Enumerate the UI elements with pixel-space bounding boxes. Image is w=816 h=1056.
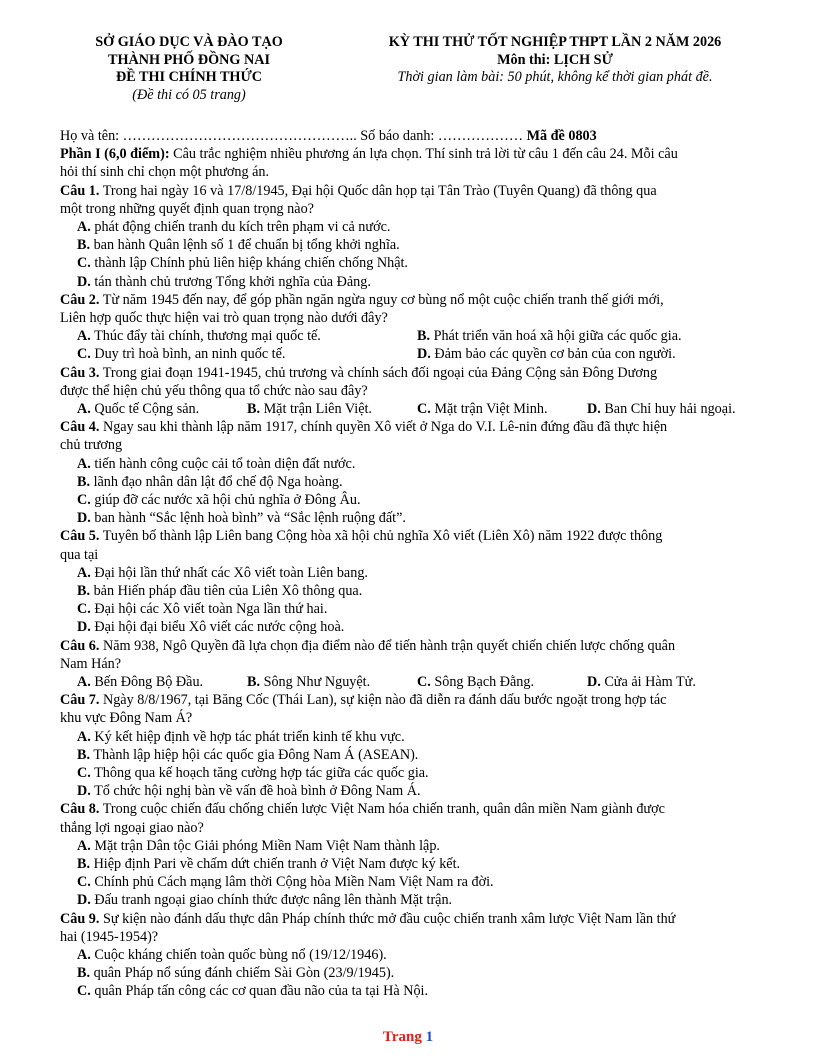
option-d	[60, 891, 766, 909]
official-exam-label: ĐỀ THI CHÍNH THỨC	[116, 69, 262, 85]
option-letter: A.	[77, 328, 91, 345]
option-text: Đảm bảo các quyền cơ bản của con người.	[434, 346, 676, 363]
question-text: Trong cuộc chiến đấu chống chiến lược Việt Nam hóa chiến tranh, quân dân miền Nam giành được	[99, 801, 665, 818]
department-name: SỞ GIÁO DỤC VÀ ĐÀO TẠO	[95, 34, 283, 50]
option-c	[60, 764, 766, 782]
options-row-abcd	[60, 673, 766, 691]
option-letter: C.	[417, 401, 431, 418]
question-label: Câu 7.	[60, 692, 100, 709]
option-c	[60, 600, 766, 618]
option-letter: D.	[417, 346, 431, 363]
option-a	[60, 564, 766, 582]
option-letter: D.	[77, 783, 91, 800]
exam-content	[60, 127, 766, 1001]
option-letter: D.	[77, 619, 91, 636]
option-letter: C.	[77, 765, 91, 782]
option-letter: B.	[77, 583, 91, 600]
question-3	[60, 364, 766, 382]
option-text: Sông Bạch Đằng.	[434, 674, 535, 691]
option-text: Tổ chức hội nghị bàn về vấn đề hoà bình ở Đông Nam Á.	[94, 783, 421, 800]
option-letter: C.	[77, 255, 91, 272]
option-letter: A.	[77, 401, 91, 418]
question-label: Câu 4.	[60, 419, 100, 436]
question-label: Câu 9.	[60, 910, 100, 927]
option-c	[77, 345, 285, 363]
option-letter: C.	[77, 346, 91, 363]
option-c	[417, 673, 534, 691]
option-b	[60, 855, 766, 873]
option-letter: A.	[77, 564, 91, 581]
option-text: Đại hội các Xô viết toàn Nga lần thứ hai.	[94, 601, 328, 618]
part-description-cont: hỏi thí sinh chỉ chọn một phương án.	[60, 164, 270, 181]
option-text: Cửa ải Hàm Tử.	[604, 674, 696, 691]
option-text: Đại hội đại biểu Xô viết các nước cộng hoà.	[94, 619, 345, 636]
option-a	[77, 400, 199, 418]
question-9	[60, 910, 766, 928]
question-label: Câu 3.	[60, 364, 100, 381]
time-allowed: Thời gian làm bài: 50 phút, không kể thời gian phát đề.	[397, 69, 713, 85]
options-row-ab	[60, 327, 766, 345]
option-text: tiến hành công cuộc cải tổ toàn diện đất nước.	[94, 455, 356, 472]
question-label: Câu 1.	[60, 182, 100, 199]
option-text: Chính phủ Cách mạng lâm thời Cộng hòa Miền Nam Việt Nam ra đời.	[94, 874, 494, 891]
question-label: Câu 2.	[60, 291, 100, 308]
option-letter: A.	[77, 674, 91, 691]
part-title-line	[60, 145, 766, 163]
option-a	[60, 455, 766, 473]
option-d	[417, 345, 676, 363]
option-b	[60, 236, 766, 254]
option-text: Mặt trận Việt Minh.	[434, 401, 548, 418]
options-row-cd	[60, 345, 766, 363]
option-c	[60, 982, 766, 1000]
option-d	[60, 618, 766, 636]
option-letter: B.	[77, 746, 91, 763]
option-text: bản Hiến pháp đầu tiên của Liên Xô thông qua.	[93, 583, 363, 600]
question-label: Câu 6.	[60, 637, 100, 654]
option-letter: C.	[417, 674, 431, 691]
question-6	[60, 637, 766, 655]
exam-title: KỲ THI THỬ TỐT NGHIỆP THPT LẦN 2 NĂM 2026	[388, 34, 722, 50]
option-text: giúp đỡ các nước xã hội chủ nghĩa ở Đông Âu.	[94, 492, 361, 509]
option-letter: D.	[77, 892, 91, 909]
option-text: Đại hội lần thứ nhất các Xô viết toàn Liên bang.	[94, 564, 368, 581]
option-text: tán thành chủ trương Tổng khởi nghĩa của Đảng.	[94, 273, 371, 290]
option-d	[60, 509, 766, 527]
option-letter: B.	[77, 473, 91, 490]
option-text: Ký kết hiệp định về hợp tác phát triển kinh tế khu vực.	[94, 728, 405, 745]
subject-name: Môn thi: LỊCH SỬ	[497, 51, 613, 68]
question-text: Trong giai đoạn 1941-1945, chủ trương và chính sách đối ngoại của Đảng Cộng sản Đông Dương	[99, 364, 658, 381]
question-text-cont: Nam Hán?	[60, 655, 122, 672]
option-text: thành lập Chính phủ liên hiệp kháng chiến chống Nhật.	[94, 255, 408, 272]
option-letter: C.	[77, 601, 91, 618]
page-count-note: (Đề thi có 05 trang)	[132, 86, 246, 103]
option-letter: B.	[77, 856, 91, 873]
option-text: quân Pháp tấn công các cơ quan đầu não của ta tại Hà Nội.	[94, 983, 429, 1000]
part-description: Câu trắc nghiệm nhiều phương án lựa chọn. Thí sinh trả lời từ câu 1 đến câu 24. Mỗi câu	[169, 146, 678, 163]
option-letter: D.	[587, 401, 601, 418]
option-text: Phát triển văn hoá xã hội giữa các quốc gia.	[433, 328, 682, 345]
option-letter: A.	[77, 455, 91, 472]
question-text-cont: được thể hiện chủ yếu thông qua tổ chức nào sau đây?	[60, 382, 368, 399]
option-b	[60, 964, 766, 982]
option-letter: B.	[417, 328, 431, 345]
question-text: Sự kiện nào đánh dấu thực dân Pháp chính thức mở đầu cuộc chiến tranh xâm lược Việt Nam lần thứ	[99, 910, 676, 927]
city-name: THÀNH PHỐ ĐỒNG NAI	[108, 51, 270, 68]
option-b	[60, 582, 766, 600]
option-text: Thông qua kế hoạch tăng cường hợp tác giữa các quốc gia.	[94, 765, 429, 782]
option-text: Mặt trận Liên Việt.	[263, 401, 372, 418]
question-label: Câu 8.	[60, 801, 100, 818]
option-text: ban hành Quân lệnh số 1 để chuẩn bị tổng khởi nghĩa.	[93, 237, 400, 254]
part-title: Phần I (6,0 điểm):	[60, 146, 170, 163]
candidate-name-label: Họ và tên: ………………………………………….. Số báo danh: ………………	[60, 128, 527, 144]
question-text-cont: chủ trương	[60, 437, 123, 454]
option-text: Mặt trận Dân tộc Giải phóng Miền Nam Việt Nam thành lập.	[94, 837, 440, 854]
candidate-info-line	[60, 127, 766, 145]
option-text: Bến Đông Bộ Đầu.	[94, 674, 204, 691]
option-a	[77, 327, 321, 345]
option-c	[60, 254, 766, 272]
exam-header	[60, 34, 760, 112]
option-text: Quốc tế Cộng sản.	[94, 401, 200, 418]
question-text-cont: qua tại	[60, 546, 99, 563]
option-d	[587, 400, 736, 418]
option-b	[247, 400, 372, 418]
option-a	[60, 728, 766, 746]
option-text: Sông Như Nguyệt.	[263, 674, 371, 691]
page-number: 1	[425, 1029, 434, 1045]
question-1	[60, 182, 766, 200]
option-b	[60, 473, 766, 491]
option-text: phát động chiến tranh du kích trên phạm vi cả nước.	[94, 219, 391, 236]
option-letter: B.	[247, 401, 261, 418]
option-letter: D.	[77, 273, 91, 290]
question-text: Trong hai ngày 16 và 17/8/1945, Đại hội Quốc dân họp tại Tân Trào (Tuyên Quang) đã thông qua	[99, 182, 657, 199]
exam-code: Mã đề 0803	[526, 128, 597, 144]
question-text: Tuyên bố thành lập Liên bang Cộng hòa xã hội chủ nghĩa Xô viết (Liên Xô) năm 1922 được thông	[99, 528, 663, 545]
option-a	[60, 946, 766, 964]
option-letter: C.	[77, 983, 91, 1000]
question-text-cont: khu vực Đông Nam Á?	[60, 710, 193, 727]
option-c	[417, 400, 548, 418]
option-d	[60, 782, 766, 800]
option-letter: B.	[247, 674, 261, 691]
question-text: Ngày 8/8/1967, tại Băng Cốc (Thái Lan), sự kiện nào đã diễn ra đánh dấu bước ngoặt trong hợp tác	[99, 692, 667, 709]
option-letter: C.	[77, 874, 91, 891]
option-letter: B.	[77, 237, 91, 254]
question-text: Năm 938, Ngô Quyền đã lựa chọn địa điểm nào để tiến hành trận quyết chiến chiến lược chống quân	[99, 637, 676, 654]
page-footer	[0, 1028, 816, 1046]
question-text: Ngay sau khi thành lập năm 1917, chính quyền Xô viết ở Nga do V.I. Lê-nin đứng đầu đã thực hiện	[99, 419, 668, 436]
option-b	[247, 673, 370, 691]
question-5	[60, 527, 766, 545]
question-4	[60, 418, 766, 436]
option-text: quân Pháp nổ súng đánh chiếm Sài Gòn (23/9/1945).	[93, 965, 395, 982]
option-a	[60, 218, 766, 236]
option-letter: C.	[77, 492, 91, 509]
question-text-cont: Liên hợp quốc thực hiện vai trò quan trọng nào dưới đây?	[60, 310, 388, 327]
option-b	[417, 327, 682, 345]
question-2	[60, 291, 766, 309]
option-text: Cuộc kháng chiến toàn quốc bùng nổ (19/12/1946).	[94, 947, 387, 964]
option-text: lãnh đạo nhân dân lật đổ chế độ Nga hoàng.	[93, 473, 343, 490]
options-row-abcd	[60, 400, 766, 418]
option-letter: A.	[77, 219, 91, 236]
question-8	[60, 800, 766, 818]
question-text: Từ năm 1945 đến nay, để góp phần ngăn ngừa nguy cơ bùng nổ một cuộc chiến tranh thế giới mới,	[99, 291, 664, 308]
option-letter: D.	[587, 674, 601, 691]
question-label: Câu 5.	[60, 528, 100, 545]
option-letter: A.	[77, 947, 91, 964]
option-text: Duy trì hoà bình, an ninh quốc tế.	[94, 346, 286, 363]
option-letter: A.	[77, 837, 91, 854]
question-text-cont: hai (1945-1954)?	[60, 928, 159, 945]
option-b	[60, 746, 766, 764]
option-d	[60, 273, 766, 291]
option-a	[60, 837, 766, 855]
option-a	[77, 673, 203, 691]
option-text: ban hành “Sắc lệnh hoà bình” và “Sắc lệnh ruộng đất”.	[94, 510, 406, 527]
issuer-block	[60, 34, 318, 104]
page-label: Trang	[382, 1029, 426, 1045]
option-text: Thành lập hiệp hội các quốc gia Đông Nam Á (ASEAN).	[93, 746, 419, 763]
option-c	[60, 873, 766, 891]
option-d	[587, 673, 696, 691]
question-text-cont: một trong những quyết định quan trọng nào?	[60, 200, 314, 217]
question-7	[60, 691, 766, 709]
exam-title-block	[350, 34, 760, 87]
option-text: Thúc đẩy tài chính, thương mại quốc tế.	[94, 328, 321, 345]
option-text: Ban Chỉ huy hải ngoại.	[604, 401, 736, 418]
option-letter: B.	[77, 965, 91, 982]
option-c	[60, 491, 766, 509]
option-letter: D.	[77, 510, 91, 527]
question-text-cont: thắng lợi ngoại giao nào?	[60, 819, 204, 836]
option-letter: A.	[77, 728, 91, 745]
option-text: Đấu tranh ngoại giao chính thức được nâng lên thành Mặt trận.	[94, 892, 453, 909]
option-text: Hiệp định Pari về chấm dứt chiến tranh ở Việt Nam được ký kết.	[93, 856, 461, 873]
